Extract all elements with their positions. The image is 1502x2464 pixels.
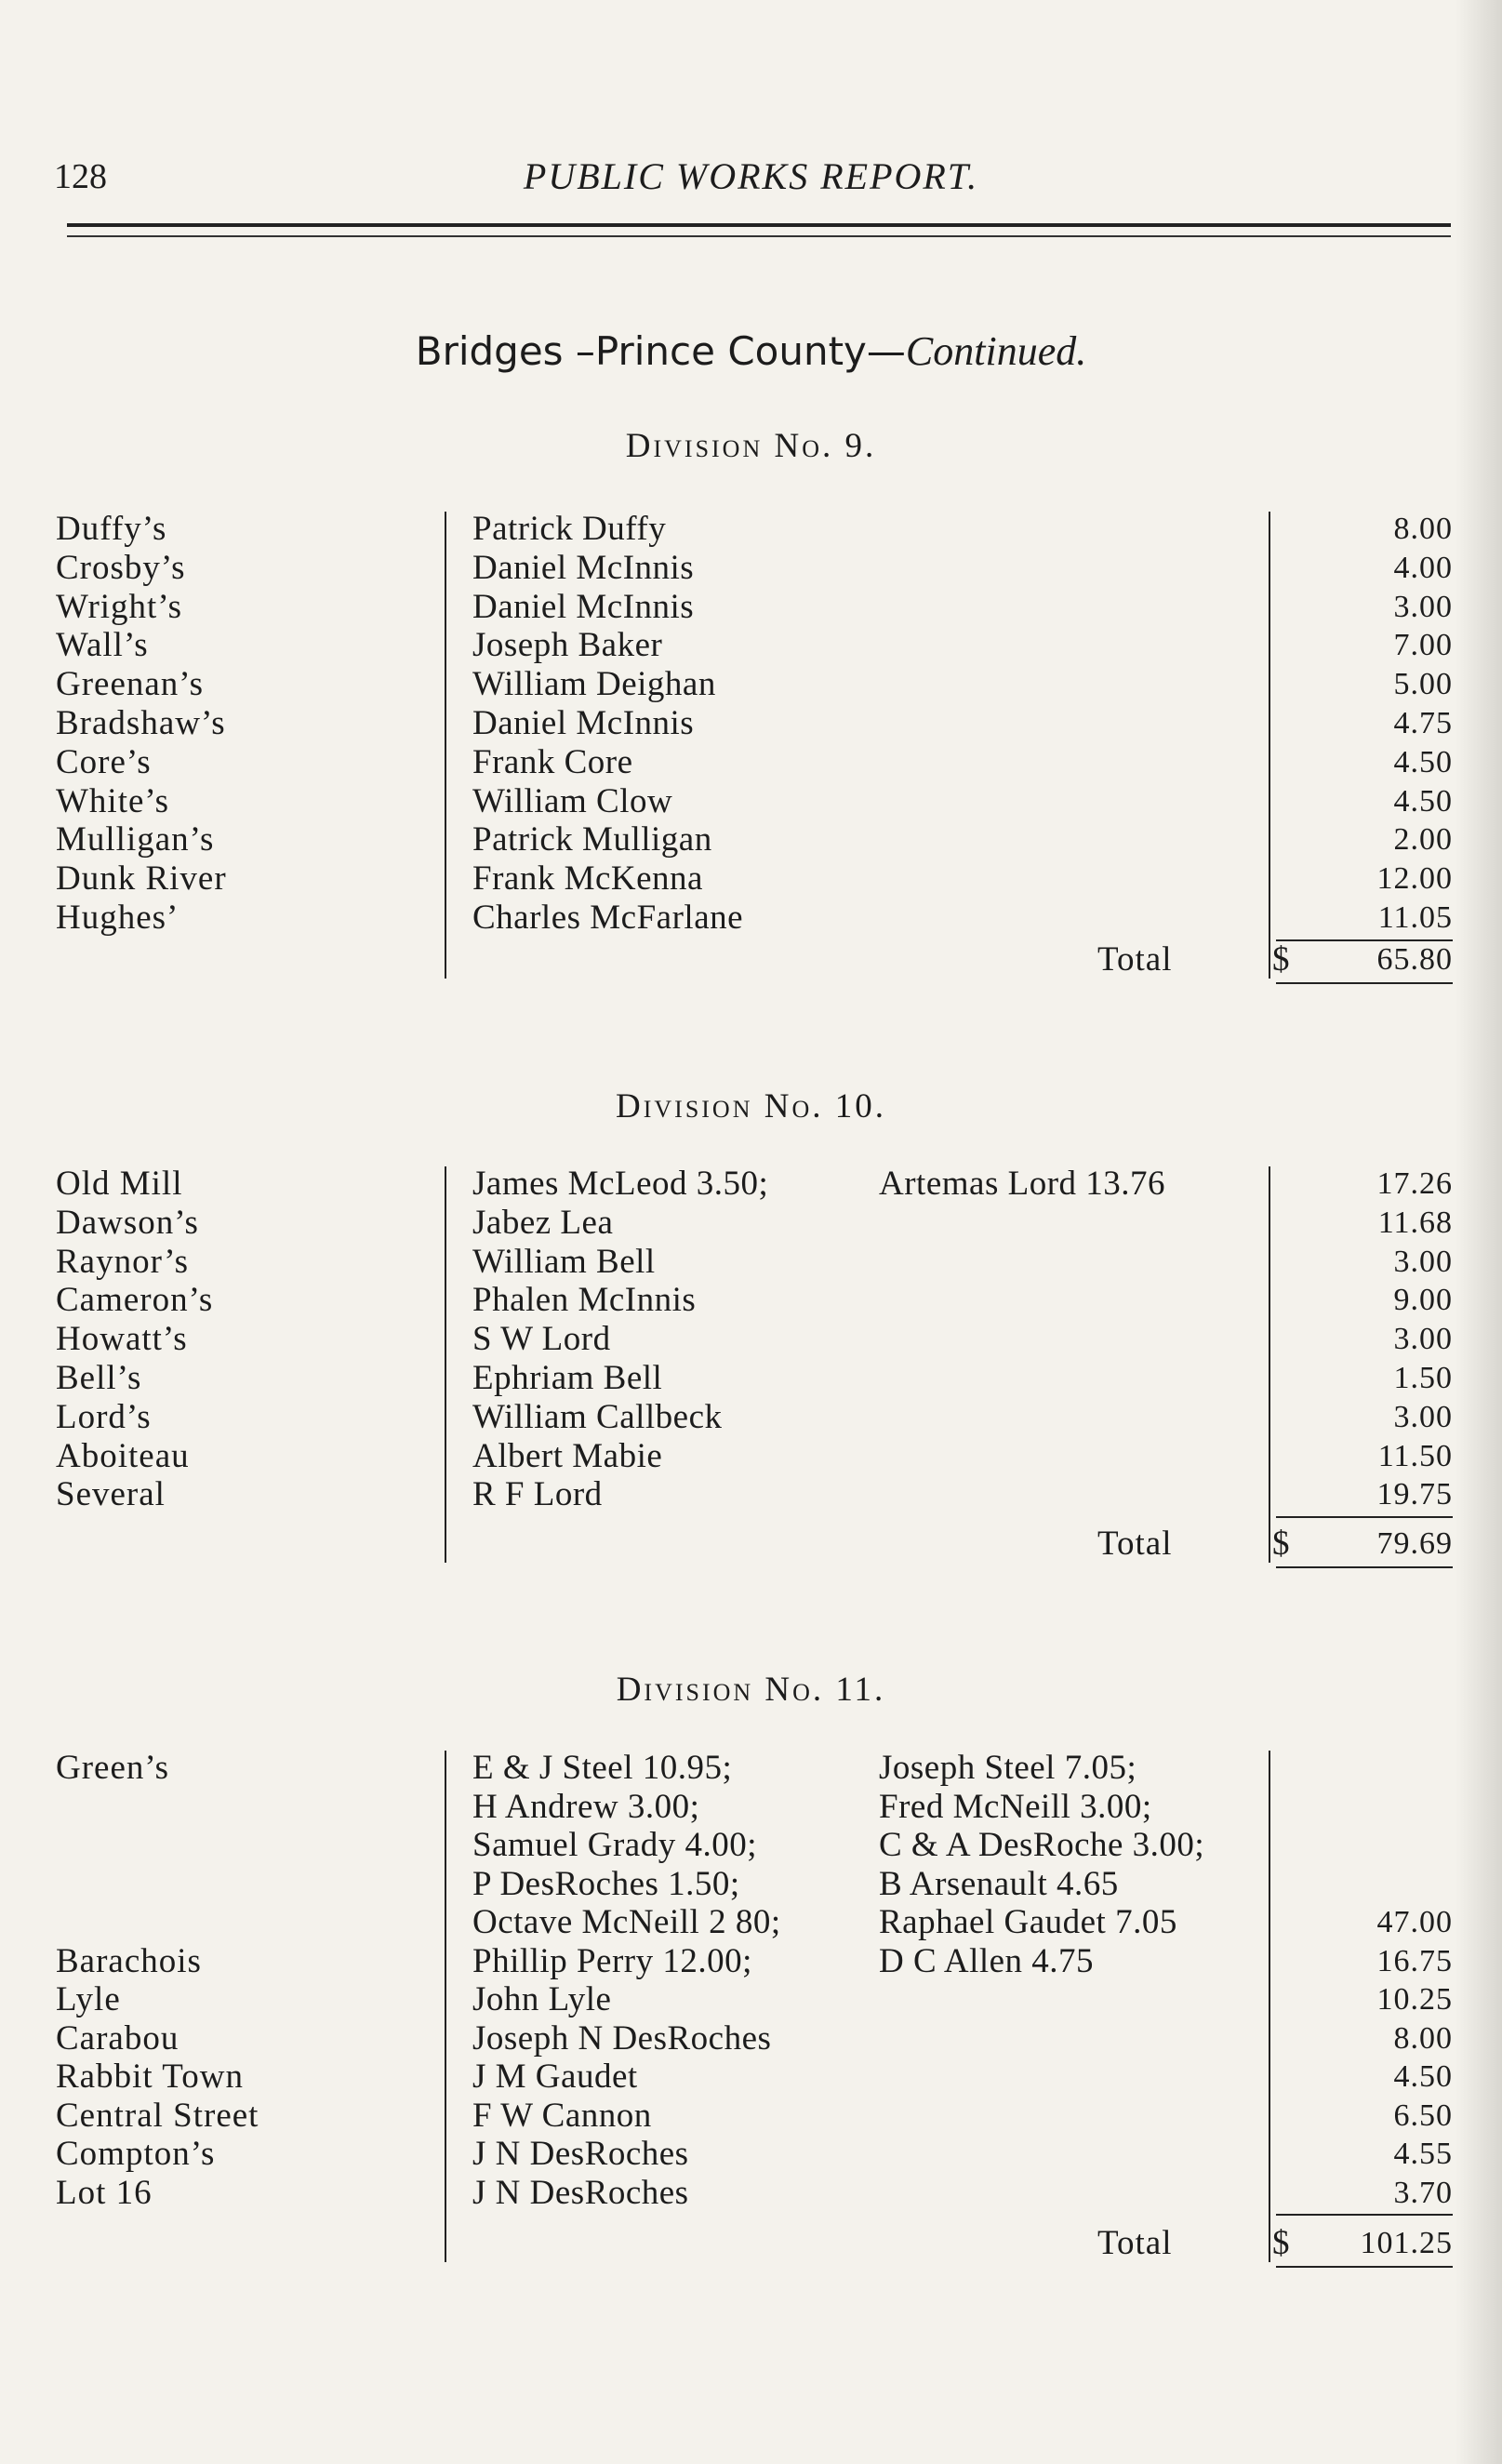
payee-name: William Clow [472,781,673,820]
bridge-name: Core’s [56,742,152,781]
amount: 8.00 [1393,2020,1453,2056]
amount: 4.50 [1393,2059,1453,2094]
payee-name: E & J Steel 10.95; [472,1749,733,1787]
total-row [0,1524,1502,1565]
bridge-name: Wright’s [56,587,183,626]
amount: 3.00 [1393,1322,1453,1357]
bridge-name: Old Mill [56,1165,183,1203]
total-row [0,939,1502,980]
bridge-name: Greenan’s [56,665,204,704]
payee-name: Samuel Grady 4.00; [472,1826,757,1864]
column-divider-right [1269,1166,1270,1563]
bridge-name: Several [56,1475,166,1514]
table-row [0,1437,1502,1476]
amount: 7.00 [1393,628,1453,663]
payee-name: F W Cannon [472,2096,652,2135]
bridge-name: Bradshaw’s [56,704,226,742]
amount: 4.75 [1393,706,1453,740]
table-row [0,1165,1502,1204]
table-row [0,549,1502,588]
amount: 2.00 [1393,822,1453,858]
column-divider-left [445,1166,446,1563]
bridge-name: Carabou [56,2018,179,2058]
bridge-name: Aboiteau [56,1436,190,1475]
payee-name-secondary: Artemas Lord 13.76 [879,1165,1166,1203]
payee-name: Frank Core [472,742,633,781]
bridge-name: White’s [56,781,170,820]
table-row [0,1903,1502,1942]
table-row [0,2135,1502,2174]
payee-name: Daniel McInnis [472,704,695,742]
payee-name: William Deighan [472,665,716,704]
header-rule-thin [67,235,1451,237]
amount: 5.00 [1393,667,1453,702]
payee-name: Frank McKenna [472,859,703,899]
payee-name: Joseph Baker [472,626,663,665]
bridge-name: Raynor’s [56,1242,189,1281]
column-divider-left [445,512,446,979]
payee-name: Joseph N DesRoches [472,2018,772,2058]
column-divider-left [445,1751,446,2262]
total-underline [1276,2266,1453,2268]
payee-name: H Andrew 3.00; [472,1787,700,1826]
total-label: Total [1097,1525,1173,1563]
amount: 4.50 [1393,783,1453,819]
payee-name: William Callbeck [472,1397,723,1436]
bridge-name: Mulligan’s [56,820,215,859]
payee-name-secondary: D C Allen 4.75 [879,1941,1095,1980]
amount: 11.50 [1377,1438,1453,1473]
payee-name: William Bell [472,1242,656,1281]
table-row [0,1865,1502,1904]
payee-name-secondary: Fred McNeill 3.00; [879,1787,1152,1826]
table-row [0,2019,1502,2058]
payee-name: J N DesRoches [472,2135,689,2173]
bridge-name: Central Street [56,2096,259,2135]
payee-name: John Lyle [472,1980,612,2018]
payee-name: Octave McNeill 2 80; [472,1903,781,1941]
payee-name-secondary: Joseph Steel 7.05; [879,1749,1137,1787]
running-head: PUBLIC WORKS REPORT. [523,155,979,197]
table-row [0,820,1502,859]
total-amount: 65.80 [1376,942,1453,977]
total-label: Total [1097,940,1173,979]
bridge-name: Lot 16 [56,2173,153,2212]
bridge-name: Green’s [56,1749,170,1787]
amount: 17.26 [1376,1166,1453,1201]
table-row [0,1320,1502,1359]
table-row [0,2174,1502,2213]
bridge-name: Crosby’s [56,548,186,587]
section-title-main: Bridges –Prince County— [415,328,906,374]
table-row [0,626,1502,665]
table-row [0,2097,1502,2136]
amount: 11.68 [1377,1205,1453,1240]
amount: 3.70 [1393,2175,1453,2210]
table-row [0,1788,1502,1827]
bridge-name: Hughes’ [56,899,179,937]
section-title-continued: Continued. [905,328,1087,374]
payee-name: Charles McFarlane [472,899,744,937]
bridge-name: Dunk River [56,859,227,899]
payee-name: S W Lord [472,1320,611,1359]
amount: 9.00 [1393,1283,1453,1318]
table-row [0,1281,1502,1320]
table-row [0,510,1502,549]
total-row [0,2223,1502,2264]
amount: 47.00 [1376,1905,1453,1939]
table-row [0,1749,1502,1788]
bridge-name: Lord’s [56,1397,152,1436]
page-number: 128 [54,157,107,196]
amount: 1.50 [1393,1361,1453,1395]
header-rule-thick [67,223,1451,227]
currency-symbol: $ [1272,1525,1290,1563]
section-title [0,327,1502,375]
table-row [0,1359,1502,1398]
table-row [0,1243,1502,1282]
table-row [0,782,1502,821]
table-row [0,743,1502,782]
total-underline [1276,1566,1453,1568]
payee-name: Phillip Perry 12.00; [472,1941,752,1980]
amount: 16.75 [1376,1943,1453,1978]
sum-rule [1276,2214,1453,2216]
division-heading: Division No. 11. [616,1671,886,1709]
table-row [0,588,1502,627]
amount: 12.00 [1376,861,1453,897]
table-row [0,665,1502,704]
division-heading: Division No. 10. [616,1087,886,1125]
payee-name: Patrick Duffy [472,510,667,548]
total-amount: 101.25 [1360,2226,1453,2260]
table-row [0,1204,1502,1243]
amount: 6.50 [1393,2098,1453,2133]
payee-name: Albert Mabie [472,1436,663,1475]
payee-name: James McLeod 3.50; [472,1165,769,1203]
payee-name: Jabez Lea [472,1203,614,1242]
payee-name: Daniel McInnis [472,587,695,626]
payee-name: Patrick Mulligan [472,820,712,859]
amount: 8.00 [1393,512,1453,546]
table-row [0,1475,1502,1514]
amount: 3.00 [1393,1244,1453,1279]
amount: 3.00 [1393,1399,1453,1434]
amount: 4.50 [1393,744,1453,779]
payee-name: J M Gaudet [472,2058,638,2096]
bridge-name: Barachois [56,1941,202,1980]
payee-name: Phalen McInnis [472,1281,697,1320]
payee-name: Daniel McInnis [472,548,695,587]
bridge-name: Lyle [56,1980,121,2018]
amount: 4.00 [1393,550,1453,585]
bridge-name: Wall’s [56,626,149,665]
table-row [0,859,1502,899]
payee-name: R F Lord [472,1475,603,1514]
column-divider-right [1269,1751,1270,2262]
bridge-name: Duffy’s [56,510,167,548]
amount: 3.00 [1393,589,1453,624]
bridge-name: Bell’s [56,1359,142,1397]
total-underline [1276,982,1453,984]
table-row [0,1826,1502,1865]
payee-name: Ephriam Bell [472,1359,663,1397]
table-row [0,899,1502,938]
currency-symbol: $ [1272,940,1290,979]
sum-rule [1276,1516,1453,1518]
payee-name: J N DesRoches [472,2173,689,2212]
amount: 4.55 [1393,2137,1453,2171]
table-row [0,1942,1502,1981]
amount: 19.75 [1376,1477,1453,1512]
bridge-name: Compton’s [56,2135,216,2173]
table-row [0,2058,1502,2097]
bridge-name: Rabbit Town [56,2058,244,2096]
amount: 11.05 [1377,900,1453,935]
currency-symbol: $ [1272,2224,1290,2262]
amount: 10.25 [1376,1982,1453,2017]
table-row [0,1980,1502,2019]
table-row [0,704,1502,743]
total-label: Total [1097,2224,1173,2262]
payee-name-secondary: Raphael Gaudet 7.05 [879,1903,1177,1941]
payee-name: P DesRoches 1.50; [472,1864,740,1903]
bridge-name: Dawson’s [56,1203,199,1242]
column-divider-right [1269,512,1270,979]
payee-name-secondary: C & A DesRoche 3.00; [879,1826,1205,1864]
payee-name-secondary: B Arsenault 4.65 [879,1864,1119,1903]
bridge-name: Howatt’s [56,1320,188,1359]
bridge-name: Cameron’s [56,1281,214,1320]
division-heading: Division No. 9. [625,427,877,465]
total-amount: 79.69 [1376,1526,1453,1561]
table-row [0,1398,1502,1437]
